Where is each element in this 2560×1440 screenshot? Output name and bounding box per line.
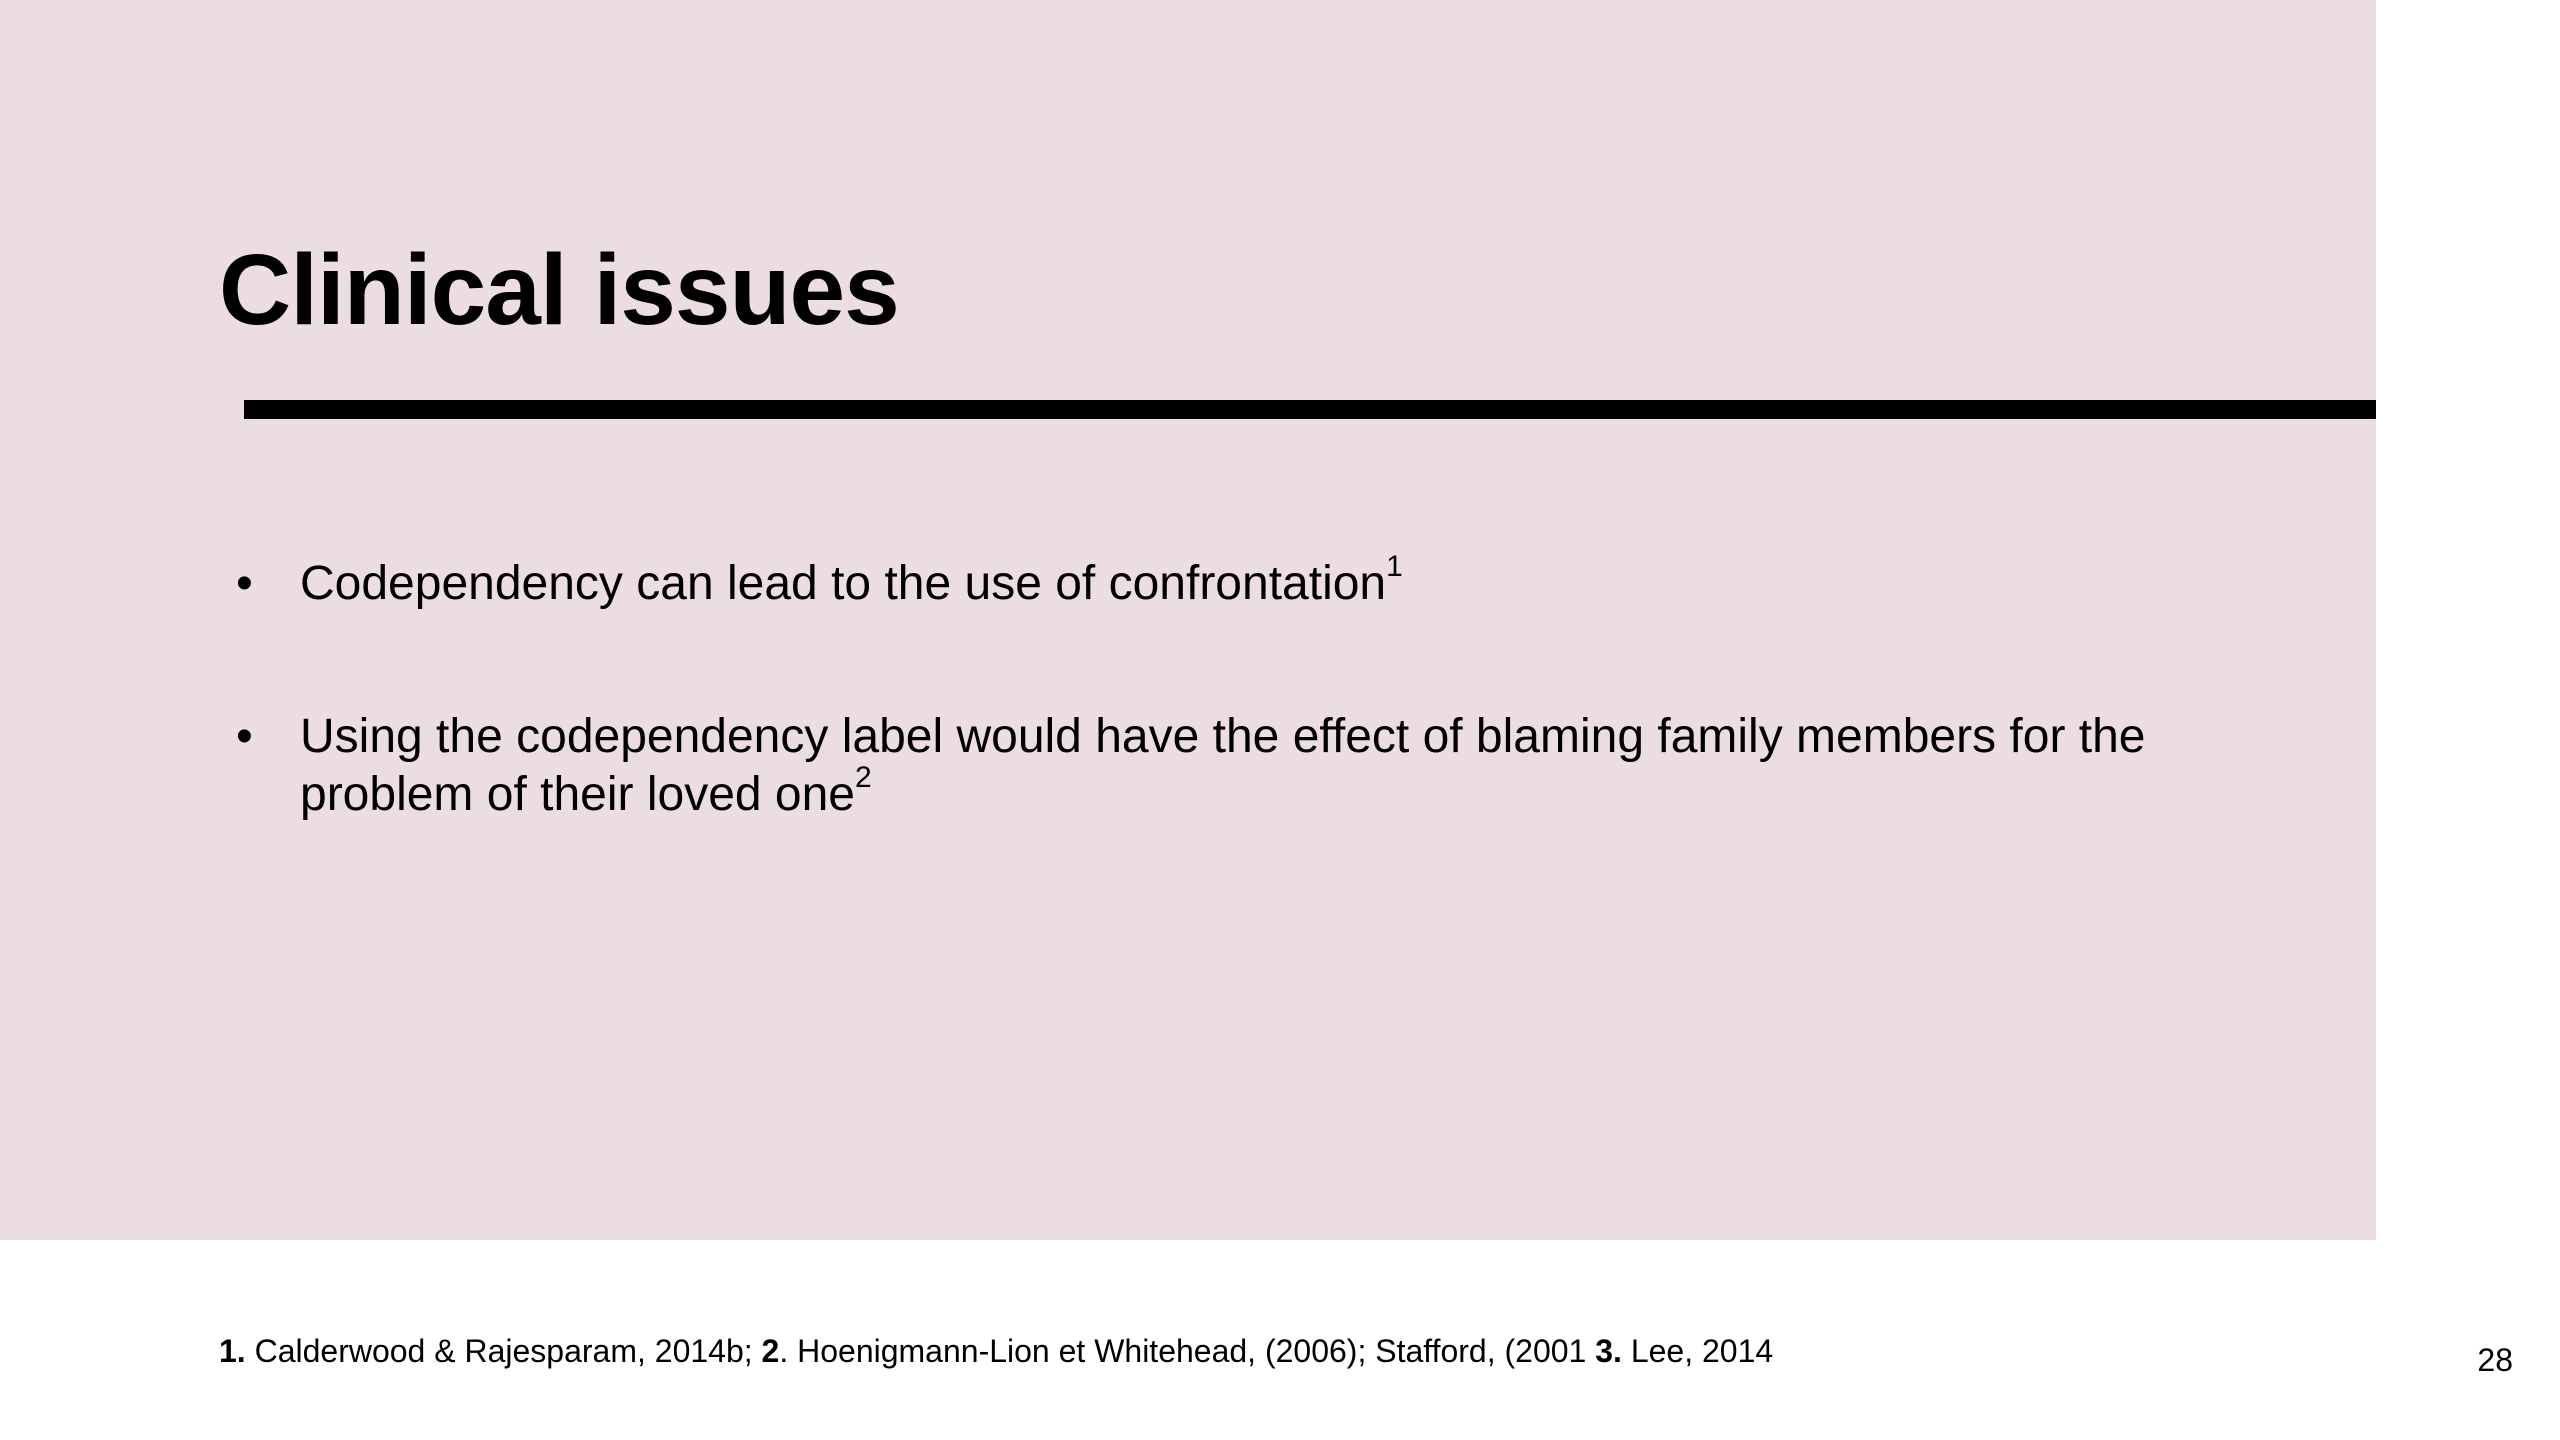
bullet-item — [232, 708, 2282, 824]
reference-text: Calderwood & Rajesparam, 2014b; — [245, 1333, 762, 1369]
reference-number: 1. — [219, 1333, 246, 1369]
bullet-marker: • — [236, 557, 253, 610]
bullet-list — [232, 550, 2282, 919]
bullet-text: Using the codependency label would have the effect of blaming family members for the problem of their loved one — [300, 710, 2146, 821]
references-footnote — [219, 1331, 1773, 1371]
reference-text: . Hoenigmann-Lion et Whitehead, (2006); Stafford, (2001 — [779, 1333, 1596, 1369]
reference-number: 3. — [1595, 1333, 1622, 1369]
bullet-marker: • — [236, 710, 253, 763]
bullet-item — [232, 550, 2282, 613]
bullet-text: Codependency can lead to the use of confrontation — [300, 557, 1387, 610]
reference-text: Lee, 2014 — [1621, 1333, 1774, 1369]
reference-number: 2 — [761, 1333, 780, 1369]
citation-marker: 1 — [1386, 550, 1403, 583]
slide-title: Clinical issues — [219, 234, 899, 346]
title-divider — [244, 400, 2376, 419]
citation-marker: 2 — [855, 761, 872, 794]
page-number: 28 — [2477, 1342, 2513, 1378]
